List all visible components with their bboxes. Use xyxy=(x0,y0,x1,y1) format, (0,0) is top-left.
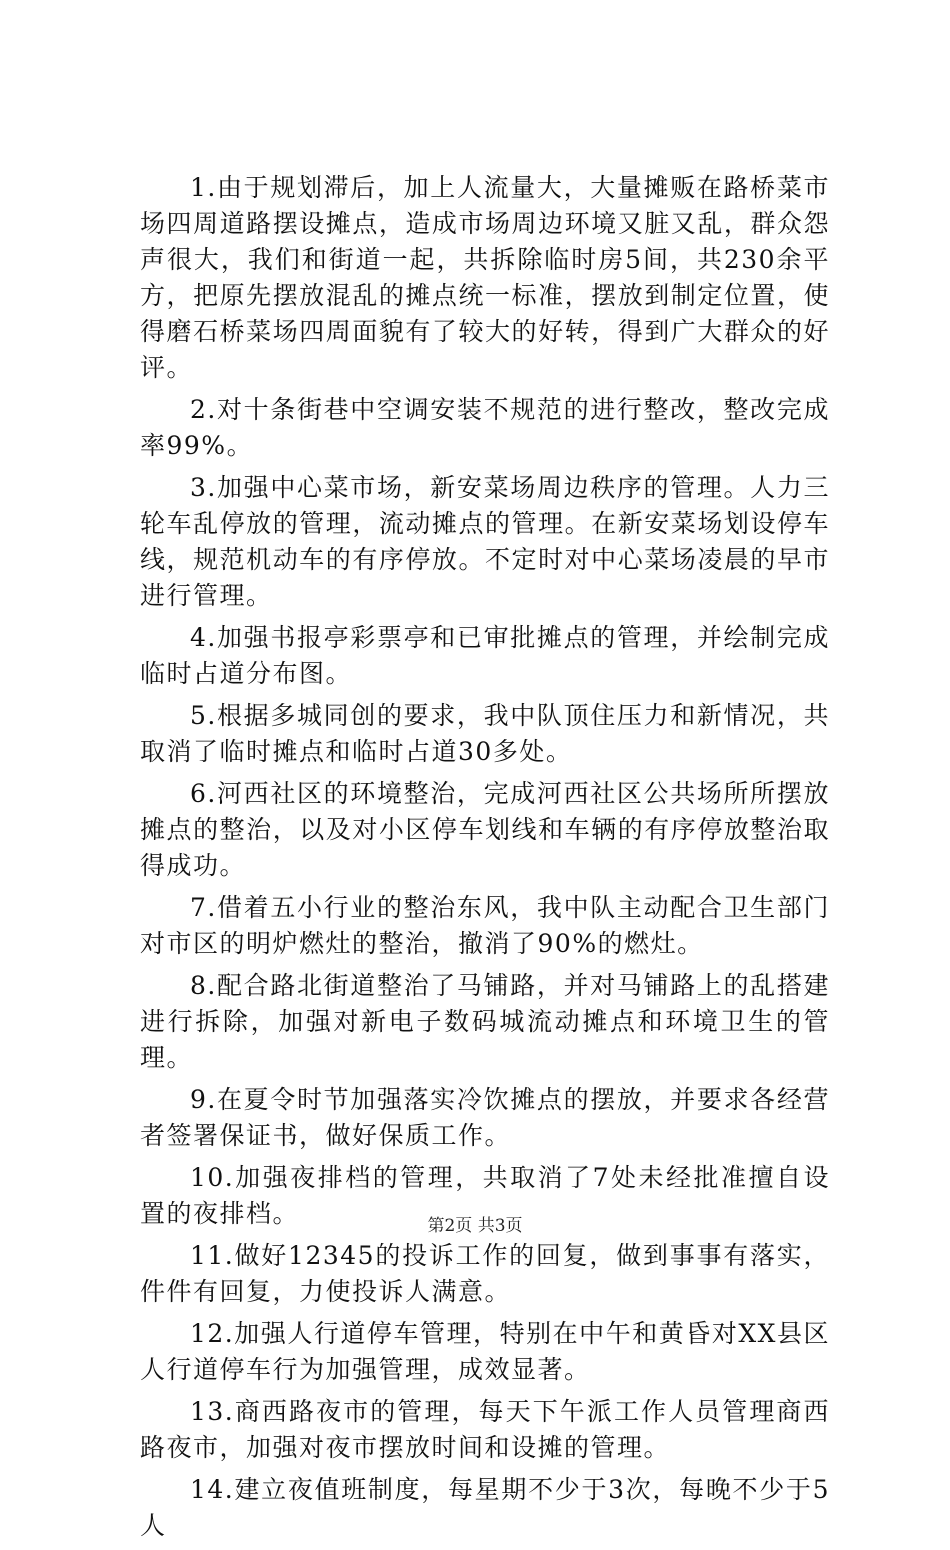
paragraph-12: 12.加强人行道停车管理，特别在中午和黄昏对XX县区人行道停车行为加强管理，成效显著。 xyxy=(140,1319,830,1384)
body-text xyxy=(140,170,830,1550)
paragraph-9: 9.在夏令时节加强落实冷饮摊点的摆放，并要求各经营者签署保证书，做好保质工作。 xyxy=(140,1085,830,1150)
paragraph-8: 8.配合路北街道整治了马铺路，并对马铺路上的乱搭建进行拆除，加强对新电子数码城流动摊点和环境卫生的管理。 xyxy=(140,971,830,1072)
paragraph-4: 4.加强书报亭彩票亭和已审批摊点的管理，并绘制完成临时占道分布图。 xyxy=(140,623,830,688)
paragraph-5: 5.根据多城同创的要求，我中队顶住压力和新情况，共取消了临时摊点和临时占道30多处。 xyxy=(140,701,830,766)
paragraph-11: 11.做好12345的投诉工作的回复，做到事事有落实，件件有回复，力使投诉人满意。 xyxy=(140,1241,830,1306)
paragraph-10: 10.加强夜排档的管理，共取消了7处未经批准擅自设置的夜排档。 xyxy=(140,1163,830,1228)
paragraph-6: 6.河西社区的环境整治，完成河西社区公共场所所摆放摊点的整治，以及对小区停车划线和车辆的有序停放整治取得成功。 xyxy=(140,779,830,880)
paragraph-13: 13.商西路夜市的管理，每天下午派工作人员管理商西路夜市，加强对夜市摆放时间和设摊的管理。 xyxy=(140,1397,830,1462)
paragraph-7: 7.借着五小行业的整治东风，我中队主动配合卫生部门对市区的明炉燃灶的整治，撤消了90%的燃灶。 xyxy=(140,893,830,958)
paragraph-1: 1.由于规划滞后，加上人流量大，大量摊贩在路桥菜市场四周道路摆设摊点，造成市场周边环境又脏又乱，群众怨声很大，我们和街道一起，共拆除临时房5间，共230余平方，把原先摆放混乱的摊点统一标准，摆放到制定位置，使得磨石桥菜场四周面貌有了较大的好转，得到广大群众的好评。 xyxy=(140,173,830,382)
page-footer: 第2页 共3页 xyxy=(427,1216,523,1236)
paragraph-3: 3.加强中心菜市场，新安菜场周边秩序的管理。人力三轮车乱停放的管理，流动摊点的管理。在新安菜场划设停车线，规范机动车的有序停放。不定时对中心菜场凌晨的早市进行管理。 xyxy=(140,473,830,610)
paragraph-2: 2.对十条街巷中空调安装不规范的进行整改，整改完成率99%。 xyxy=(140,395,830,460)
paragraph-14: 14.建立夜值班制度，每星期不少于3次，每晚不少于5人 xyxy=(140,1475,830,1540)
